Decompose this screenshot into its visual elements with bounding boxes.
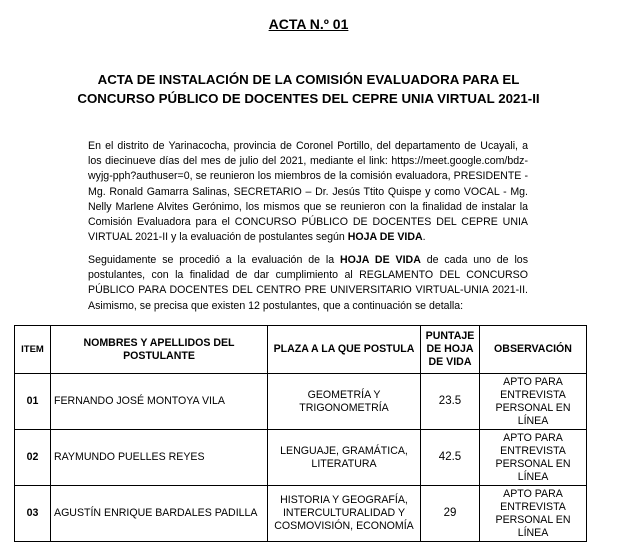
- intro-bold: HOJA DE VIDA: [347, 231, 423, 244]
- header-name: NOMBRES Y APELLIDOS DEL POSTULANTE: [51, 326, 268, 374]
- applicants-table: [14, 325, 587, 542]
- table-row: [15, 486, 587, 542]
- cell-item: 02: [15, 430, 51, 486]
- cell-score: 29: [421, 486, 480, 542]
- cell-score: 42.5: [421, 430, 480, 486]
- acta-number: ACTA N.º 01: [268, 16, 349, 32]
- header-plaza: PLAZA A LA QUE POSTULA: [268, 326, 421, 374]
- cell-item: 03: [15, 486, 51, 542]
- cell-name: RAYMUNDO PUELLES REYES: [51, 430, 268, 486]
- table-row: [15, 430, 587, 486]
- cell-name: AGUSTÍN ENRIQUE BARDALES PADILLA: [51, 486, 268, 542]
- header-observation: OBSERVACIÓN: [480, 326, 587, 374]
- cell-score: 23.5: [421, 374, 480, 430]
- cell-observation: APTO PARA ENTREVISTA PERSONAL EN LÍNEA: [480, 374, 587, 430]
- table-row: [15, 374, 587, 430]
- title-line-2: CONCURSO PÚBLICO DE DOCENTES DEL CEPRE UNIA VIRTUAL 2021-II: [77, 91, 540, 106]
- cell-plaza: HISTORIA Y GEOGRAFÍA, INTERCULTURALIDAD Y COSMOVISIÓN, ECONOMÍA: [268, 486, 421, 542]
- evaluation-start: Seguidamente se procedió a la evaluación de la: [88, 254, 341, 266]
- document-title: [40, 70, 577, 108]
- intro-paragraph: [88, 139, 528, 245]
- intro-end: .: [422, 231, 426, 244]
- cell-plaza: LENGUAJE, GRAMÁTICA, LITERATURA: [268, 430, 421, 486]
- evaluation-bold: HOJA DE VIDA: [340, 254, 421, 266]
- evaluation-paragraph: [88, 253, 528, 314]
- cell-observation: APTO PARA ENTREVISTA PERSONAL EN LÍNEA: [480, 486, 587, 542]
- cell-observation: APTO PARA ENTREVISTA PERSONAL EN LÍNEA: [480, 430, 587, 486]
- table-header-row: [15, 326, 587, 374]
- header-item: ITEM: [15, 326, 51, 374]
- evaluation-rest: de cada uno de los postulantes, con la finalidad de dar cumplimiento al REGLAMENTO DEL CONCURSO PÚBLICO PARA DOCENTES DEL CENTRO PRE UNIVERSITARIO VIRTUAL-UNIA 2021-II. Asimismo, se precisa que existen 12 postulantes, que a continuación se detalla:: [88, 254, 528, 312]
- intro-text: En el distrito de Yarinacocha, provincia de Coronel Portillo, del departamento de Ucayali, a los diecinueve días del mes de julio del 2021, mediante el link: https://meet.google.com/bdz-wyjg-pph?authuser=0, se reunieron los miembros de la comisión evaluadora, PRESIDENTE - Mg. Ronald Gamarra Salinas, SECRETARIO – Dr. Jesús Ttito Quispe y como VOCAL - Mg. Nelly Marlene Alvites Gerónimo, los mismos que se reunieron con la finalidad de instalar la Comisión Evaluadora para el CONCURSO PÚBLICO DE DOCENTES DEL CEPRE UNIA VIRTUAL 2021-II y la evaluación de postulantes según: [88, 140, 528, 244]
- cell-name: FERNANDO JOSÉ MONTOYA VILA: [51, 374, 268, 430]
- cell-item: 01: [15, 374, 51, 430]
- cell-plaza: GEOMETRÍA Y TRIGONOMETRÍA: [268, 374, 421, 430]
- header-score: PUNTAJE DE HOJA DE VIDA: [421, 326, 480, 374]
- title-line-1: ACTA DE INSTALACIÓN DE LA COMISIÓN EVALUADORA PARA EL: [97, 72, 520, 87]
